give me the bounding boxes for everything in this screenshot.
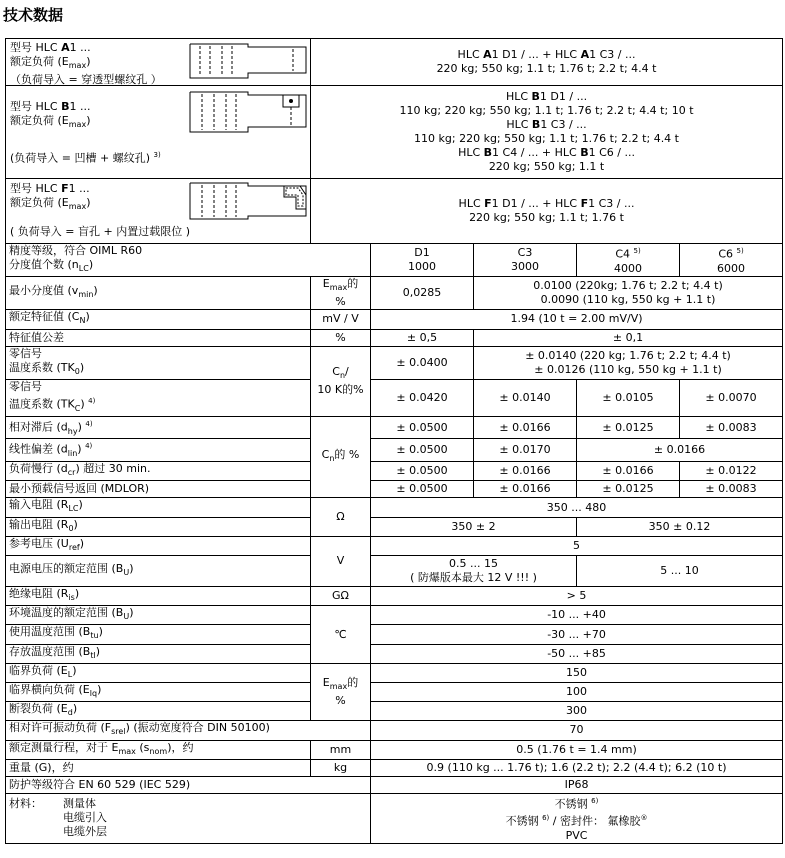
- r0-left: 350 ± 2: [371, 517, 577, 536]
- dcr-c3: ± 0.0166: [474, 462, 577, 481]
- btl-row: [6, 644, 783, 663]
- el-row: [6, 663, 783, 682]
- cn-label: 额定特征值 $(C_N)$: [6, 310, 311, 329]
- cn-unit: mV / V: [311, 310, 371, 329]
- tkc-c3: ± 0.0140: [474, 379, 577, 416]
- tkc-d1: ± 0.0420: [371, 379, 474, 416]
- deg-unit: ℃: [311, 606, 371, 664]
- class-c4: C4 $^{5)}$ 4000: [577, 244, 680, 277]
- mdlor-row: [6, 481, 783, 498]
- dlin-c4c6: ± 0.0166: [577, 439, 783, 462]
- tk0-label: 零信号 温度系数 $(TK_0)$: [6, 346, 311, 379]
- r0-row: [6, 517, 783, 536]
- mdlor-c3: ± 0.0166: [474, 481, 577, 498]
- vmin-d1: 0,0285: [371, 277, 474, 310]
- btu1-label: 环境温度的额定范围 $(B_U)$: [6, 606, 311, 625]
- btl-label: 存放温度范围 $(B_{tl})$: [6, 644, 311, 663]
- accuracy-row: [6, 244, 783, 277]
- bu-left: 0.5 ... 15 ( 防爆版本最大 12 V !!! ): [371, 556, 577, 587]
- tol-unit: %: [311, 329, 371, 346]
- spec-table: [5, 38, 783, 844]
- cn-row: [6, 310, 783, 329]
- load-cell-f-diagram-icon: [188, 181, 308, 221]
- class-c3: C3 3000: [474, 244, 577, 277]
- tol-rest: ± 0,1: [474, 329, 783, 346]
- dcr-row: [6, 462, 783, 481]
- load-cell-b-diagram-icon: [188, 90, 308, 136]
- dlin-d1: ± 0.0500: [371, 439, 474, 462]
- mdlor-c6: ± 0.0083: [680, 481, 783, 498]
- bu-label: 电源电压的额定范围 $(B_U)$: [6, 556, 311, 587]
- bu-right: 5 ... 10: [577, 556, 783, 587]
- elq-value: 100: [371, 682, 783, 701]
- class-d1: D1 1000: [371, 244, 474, 277]
- page-title: 技术数据: [3, 6, 64, 24]
- dcr-label: 负荷慢行 $(d_{cr})$ 超过 30 min.: [6, 462, 311, 481]
- btu-row: [6, 625, 783, 644]
- btl-value: -50 ... +85: [371, 644, 783, 663]
- dhy-c3: ± 0.0166: [474, 416, 577, 439]
- dhy-c4: ± 0.0125: [577, 416, 680, 439]
- tkc-c6: ± 0.0070: [680, 379, 783, 416]
- tkc-row: [6, 379, 783, 416]
- fsrel-row: [6, 721, 783, 740]
- fsrel-value: 70: [371, 721, 783, 740]
- vmin-label: 最小分度值 $(v_{min})$: [6, 277, 311, 310]
- dcr-c6: ± 0.0122: [680, 462, 783, 481]
- dcr-d1: ± 0.0500: [371, 462, 474, 481]
- snom-label: 额定测量行程，对于 $E_{max}$ $(s_{nom})$，约: [6, 740, 311, 759]
- btu-value: -30 ... +70: [371, 625, 783, 644]
- weight-value: 0.9 (110 kg ... 1.76 t); 1.6 (2.2 t); 2.2 (4.4 t); 6.2 (10 t): [371, 759, 783, 776]
- volt-unit: V: [311, 536, 371, 586]
- model-a-cell: 型号 HLC A1 ... 额定负荷 $(E_{max})$ （负荷导入 = 穿透型螺纹孔 ）: [6, 39, 311, 86]
- ip-label: 防护等级符合 EN 60 529 (IEC 529): [6, 776, 371, 793]
- weight-label: 重量 (G)，约: [6, 759, 311, 776]
- dlin-row: [6, 439, 783, 462]
- ris-label: 绝缘电阻 $(R_{is})$: [6, 587, 311, 606]
- btu1-value: -10 ... +40: [371, 606, 783, 625]
- bu-row: [6, 556, 783, 587]
- tol-row: [6, 329, 783, 346]
- ed-value: 300: [371, 702, 783, 721]
- dhy-c6: ± 0.0083: [680, 416, 783, 439]
- dhy-row: [6, 416, 783, 439]
- tk0-rest: ± 0.0140 (220 kg; 1.76 t; 2.2 t; 4.4 t) ± 0.0126 (110 kg, 550 kg + 1.1 t): [474, 346, 783, 379]
- model-b-cell: 型号 HLC B1 ... 额定负荷 $(E_{max})$ (负荷导入 = 凹槽 + 螺纹孔) $^{3)}$: [6, 86, 311, 179]
- uref-row: [6, 536, 783, 555]
- vmin-row: [6, 277, 783, 310]
- ip-row: [6, 776, 783, 793]
- uref-value: 5: [371, 536, 783, 555]
- btu1-row: [6, 606, 783, 625]
- tol-d1: ± 0,5: [371, 329, 474, 346]
- ed-row: [6, 702, 783, 721]
- rlc-value: 350 ... 480: [371, 498, 783, 517]
- cn-value: 1.94 (10 t = 2.00 mV/V): [371, 310, 783, 329]
- ris-unit: GΩ: [311, 587, 371, 606]
- model-b-spec: HLC B1 D1 / ... 110 kg; 220 kg; 550 kg; 1.1 t; 1.76 t; 2.2 t; 4.4 t; 10 t HLC B1 C3 / ... 110 kg; 220 kg; 550 kg; 1.1 t; 1.76 t; 2.2 t; 4.4 t HLC B1 C4 / ... + HLC B1 C6 / ... 220 kg; 550 kg; 1.1 t: [311, 86, 783, 179]
- btu-label: 使用温度范围 $(B_{tu})$: [6, 625, 311, 644]
- vmin-rest: 0.0100 (220kg; 1.76 t; 2.2 t; 4.4 t) 0.0090 (110 kg, 550 kg + 1.1 t): [474, 277, 783, 310]
- el-value: 150: [371, 663, 783, 682]
- rlc-row: [6, 498, 783, 517]
- ohm-unit: Ω: [311, 498, 371, 536]
- ris-value: > 5: [371, 587, 783, 606]
- mdlor-d1: ± 0.0500: [371, 481, 474, 498]
- model-a-spec: HLC A1 D1 / ... + HLC A1 C3 / ... 220 kg; 550 kg; 1.1 t; 1.76 t; 2.2 t; 4.4 t: [311, 39, 783, 86]
- tk-unit: $C_n/$ 10 K的%: [311, 346, 371, 416]
- ris-row: [6, 587, 783, 606]
- mdlor-c4: ± 0.0125: [577, 481, 680, 498]
- cn-pct-unit: $C_n$的 %: [311, 416, 371, 498]
- model-f-spec: HLC F1 D1 / ... + HLC F1 C3 / ... 220 kg; 550 kg; 1.1 t; 1.76 t: [311, 179, 783, 244]
- dlin-label: 线性偏差 $(d_{lin})$ $^{4)}$: [6, 439, 311, 462]
- fsrel-label: 相对许可振动负荷 $(F_{srel})$ (振动宽度符合 DIN 50100): [6, 721, 371, 740]
- el-label: 临界负荷 $(E_L)$: [6, 663, 311, 682]
- elq-label: 临界横向负荷 $(E_{lq})$: [6, 682, 311, 701]
- pct-unit: $E_{max}$的 %: [311, 663, 371, 721]
- load-cell-a-diagram-icon: [188, 42, 308, 82]
- tkc-c4: ± 0.0105: [577, 379, 680, 416]
- dhy-label: 相对滞后 $(d_{hy})$ $^{4)}$: [6, 416, 311, 439]
- r0-label: 输出电阻 $(R_0)$: [6, 517, 311, 536]
- rlc-label: 输入电阻 $(R_{LC})$: [6, 498, 311, 517]
- dcr-c4: ± 0.0166: [577, 462, 680, 481]
- mdlor-label: 最小预载信号返回 (MDLOR): [6, 481, 311, 498]
- material-label: 材料： 测量体 电缆引入 电缆外层: [6, 793, 371, 843]
- weight-row: [6, 759, 783, 776]
- mm-unit: mm: [311, 740, 371, 759]
- tkc-label: 零信号 温度系数 $(TK_C)$ $^{4)}$: [6, 379, 311, 416]
- tk0-d1: ± 0.0400: [371, 346, 474, 379]
- ip-value: IP68: [371, 776, 783, 793]
- kg-unit: kg: [311, 759, 371, 776]
- tol-label: 特征值公差: [6, 329, 311, 346]
- snom-row: [6, 740, 783, 759]
- tk0-row: [6, 346, 783, 379]
- material-values: 不锈钢 $^{6)}$ 不锈钢 $^{6)}$ / 密封件： 氟橡胶® PVC: [371, 793, 783, 843]
- model-row-a: [6, 39, 783, 86]
- model-row-b: [6, 86, 783, 179]
- uref-label: 参考电压 $(U_{ref})$: [6, 536, 311, 555]
- dlin-c3: ± 0.0170: [474, 439, 577, 462]
- accuracy-label: 精度等级，符合 OIML R60 分度值个数 $(n_{LC})$: [6, 244, 371, 277]
- ed-label: 断裂负荷 $(E_d)$: [6, 702, 311, 721]
- dhy-d1: ± 0.0500: [371, 416, 474, 439]
- snom-value: 0.5 (1.76 t = 1.4 mm): [371, 740, 783, 759]
- model-f-cell: 型号 HLC F1 ... 额定负荷 $(E_{max})$ ( 负荷导入 = 盲孔 + 内置过载限位 ): [6, 179, 311, 244]
- model-row-f: [6, 179, 783, 244]
- material-row: [6, 793, 783, 843]
- r0-right: 350 ± 0.12: [577, 517, 783, 536]
- vmin-unit: $E_{max}$的 %: [311, 277, 371, 310]
- class-c6: C6 $^{5)}$ 6000: [680, 244, 783, 277]
- elq-row: [6, 682, 783, 701]
